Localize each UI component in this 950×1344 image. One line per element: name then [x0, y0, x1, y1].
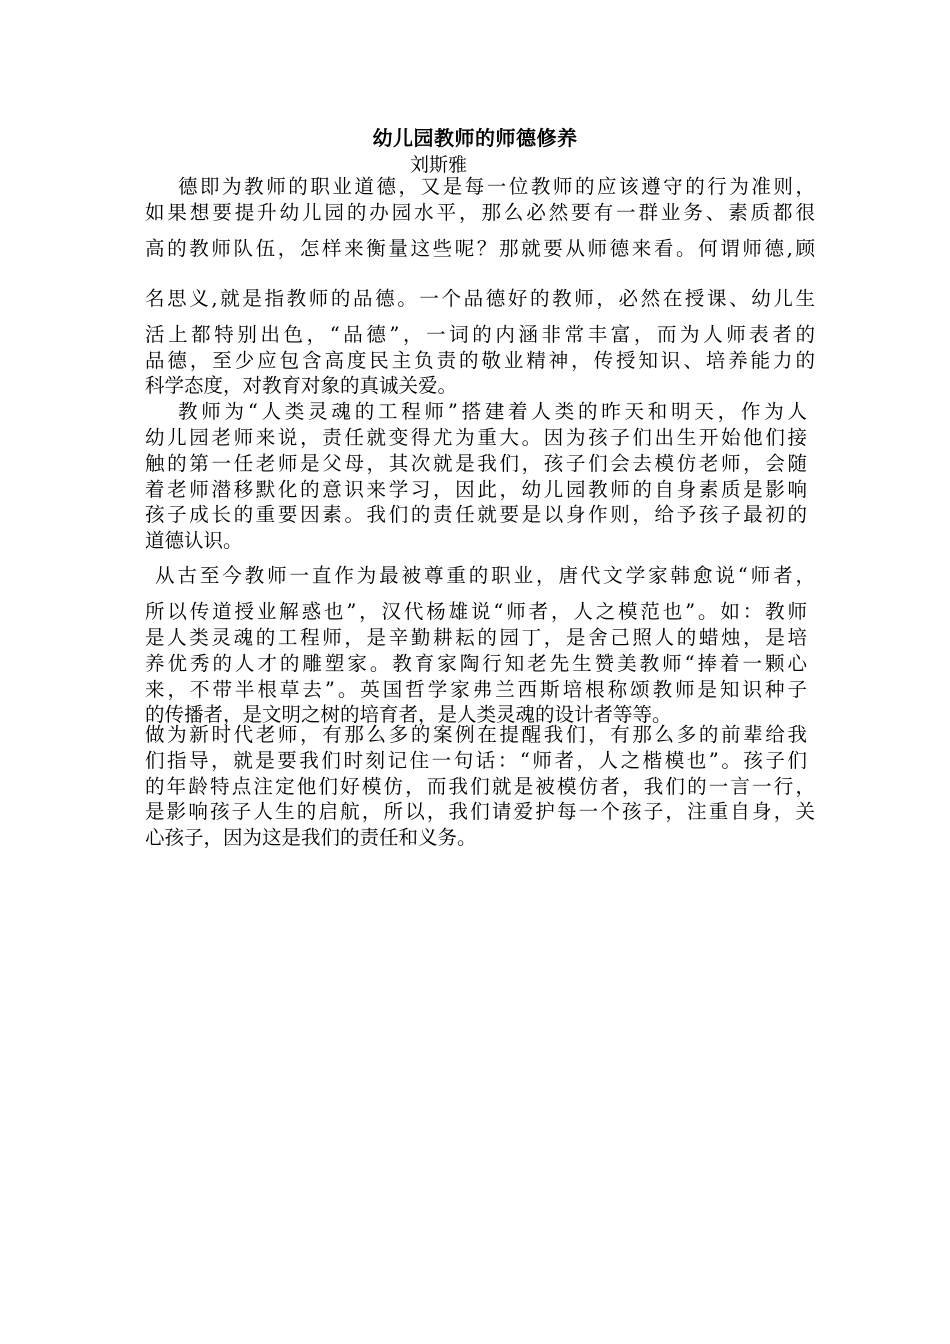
body-line: 所以传道授业解惑也”，汉代杨雄说“师者，人之模范也”。如：教师	[145, 600, 807, 623]
body-line: 做为新时代老师，有那么多的案例在提醒我们，有那么多的前辈给我	[145, 723, 807, 746]
body-line: 的传播者，是文明之树的培育者，是人类灵魂的设计者等等。	[145, 703, 672, 726]
body-line: 教师为“人类灵魂的工程师”搭建着人类的昨天和明天，作为人	[178, 400, 807, 423]
body-line: 的年龄特点注定他们好模仿，而我们就是被模仿者，我们的一言一行，	[145, 775, 815, 798]
body-line: 来，不带半根草去”。英国哲学家弗兰西斯培根称颂教师是知识种子	[145, 678, 807, 701]
body-line: 是影响孩子人生的启航，所以，我们请爱护每一个孩子，注重自身，关	[145, 800, 815, 823]
body-line: 着老师潜移默化的意识来学习，因此，幼儿园教师的自身素质是影响	[145, 478, 807, 501]
body-line: 是人类灵魂的工程师，是辛勤耕耘的园丁，是舍己照人的蜡烛，是培	[145, 626, 807, 649]
body-line: 心孩子，因为这是我们的责任和义务。	[145, 826, 477, 849]
body-line: 养优秀的人才的雕塑家。教育家陶行知老先生赞美教师“捧着一颗心	[145, 652, 807, 675]
body-line: 幼儿园老师来说，责任就变得尤为重大。因为孩子们出生开始他们接	[145, 426, 807, 449]
body-line: 触的第一任老师是父母，其次就是我们，孩子们会去模仿老师，会随	[145, 452, 807, 475]
body-line: 从古至今教师一直作为最被尊重的职业，唐代文学家韩愈说“师者，	[155, 564, 815, 587]
document-author: 刘斯雅	[410, 154, 468, 176]
body-line: 品德，至少应包含高度民主负责的敬业精神，传授知识、培养能力的	[145, 349, 815, 372]
body-line: 如果想要提升幼儿园的办园水平，那么必然要有一群业务、素质都很	[145, 201, 815, 224]
body-line: 高的教师队伍，怎样来衡量这些呢？那就要从师德来看。何谓师德,顾	[145, 237, 815, 260]
body-line: 活上都特别出色，“品德”，一词的内涵非常丰富，而为人师表者的	[145, 323, 815, 346]
body-line: 孩子成长的重要因素。我们的责任就要是以身作则，给予孩子最初的	[145, 503, 807, 526]
document-title: 幼儿园教师的师德修养	[372, 126, 578, 150]
body-line: 德即为教师的职业道德，又是每一位教师的应该遵守的行为准则，	[178, 175, 815, 198]
body-line: 名思义,就是指教师的品德。一个品德好的教师，必然在授课、幼儿生	[145, 287, 815, 310]
body-line: 道德认识。	[145, 529, 243, 552]
body-line: 科学态度，对教育对象的真诚关爱。	[145, 374, 458, 397]
body-line: 们指导，就是要我们时刻记住一句话：“师者，人之楷模也”。孩子们	[145, 749, 807, 772]
